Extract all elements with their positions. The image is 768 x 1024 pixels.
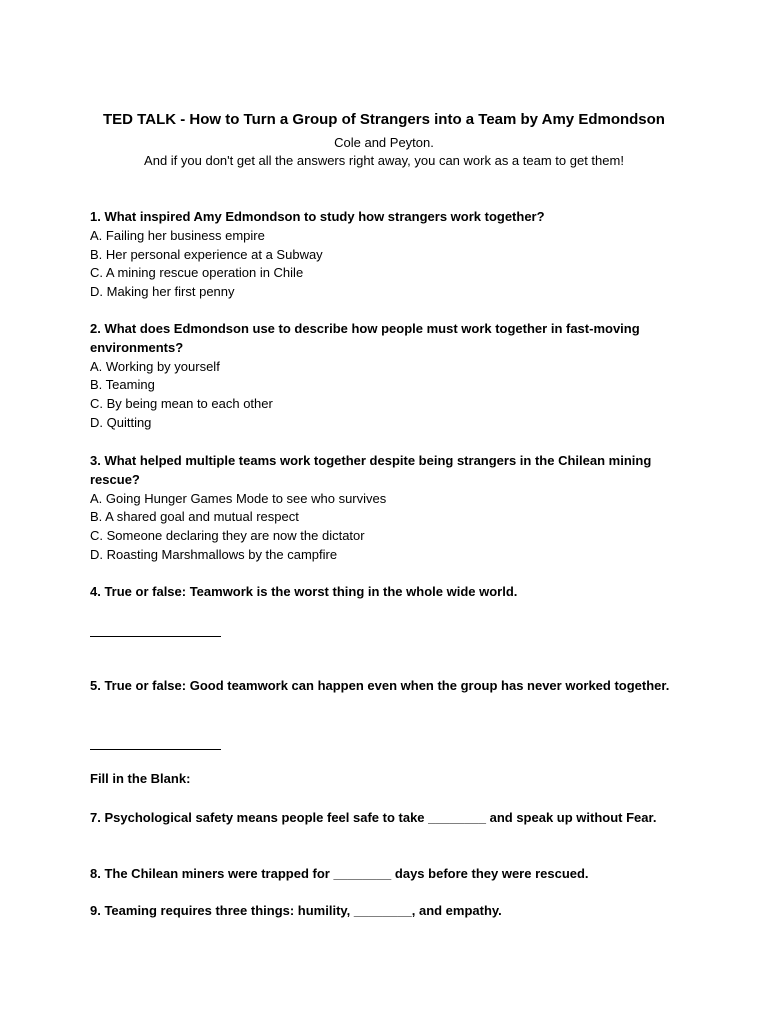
answer-option: D. Quitting xyxy=(90,414,152,430)
question-text: 4. True or false: Teamwork is the worst thing in the whole wide world. xyxy=(90,584,518,599)
question-7 xyxy=(90,809,690,828)
question-3 xyxy=(90,452,690,565)
question-1 xyxy=(90,208,690,302)
answer-option: D. Roasting Marshmallows by the campfire xyxy=(90,546,338,562)
answer-blank-line[interactable] xyxy=(90,749,221,750)
answer-option: C. Someone declaring they are now the dictator xyxy=(90,528,365,544)
answer-option: A. Working by yourself xyxy=(90,358,220,374)
question-8 xyxy=(90,865,690,884)
answer-option: B. A shared goal and mutual respect xyxy=(90,509,299,525)
question-text: 5. True or false: Good teamwork can happen even when the group has never worked together. xyxy=(90,678,670,693)
section-heading: Fill in the Blank: xyxy=(90,771,191,786)
question-4 xyxy=(90,583,690,602)
question-text: 7. Psychological safety means people feel safe to take ________ and speak up without Fear. xyxy=(90,810,657,825)
question-9 xyxy=(90,902,690,921)
answer-option: B. Her personal experience at a Subway xyxy=(90,246,323,262)
question-text: 3. What helped multiple teams work together despite being strangers in the Chilean mining rescue? xyxy=(90,453,652,487)
question-5 xyxy=(90,677,690,696)
authors-line: Cole and Peyton. xyxy=(334,135,434,150)
question-text: 2. What does Edmondson use to describe how people must work together in fast-moving environments? xyxy=(90,321,640,355)
answer-option: C. A mining rescue operation in Chile xyxy=(90,265,304,281)
answer-blank-line[interactable] xyxy=(90,636,221,637)
instruction-note: And if you don't get all the answers right away, you can work as a team to get them! xyxy=(144,153,624,168)
answer-option: B. Teaming xyxy=(90,377,155,393)
answer-option: A. Failing her business empire xyxy=(90,227,265,243)
answer-option: D. Making her first penny xyxy=(90,284,235,300)
question-text: 8. The Chilean miners were trapped for ________ days before they were rescued. xyxy=(90,866,589,881)
question-text: 9. Teaming requires three things: humility, ________, and empathy. xyxy=(90,903,502,918)
question-2 xyxy=(90,320,690,433)
answer-option: C. By being mean to each other xyxy=(90,396,273,412)
question-text: 1. What inspired Amy Edmondson to study how strangers work together? xyxy=(90,209,545,224)
worksheet-title: TED TALK - How to Turn a Group of Strangers into a Team by Amy Edmondson xyxy=(103,111,665,128)
answer-option: A. Going Hunger Games Mode to see who survives xyxy=(90,490,387,506)
fill-in-heading xyxy=(90,770,690,789)
